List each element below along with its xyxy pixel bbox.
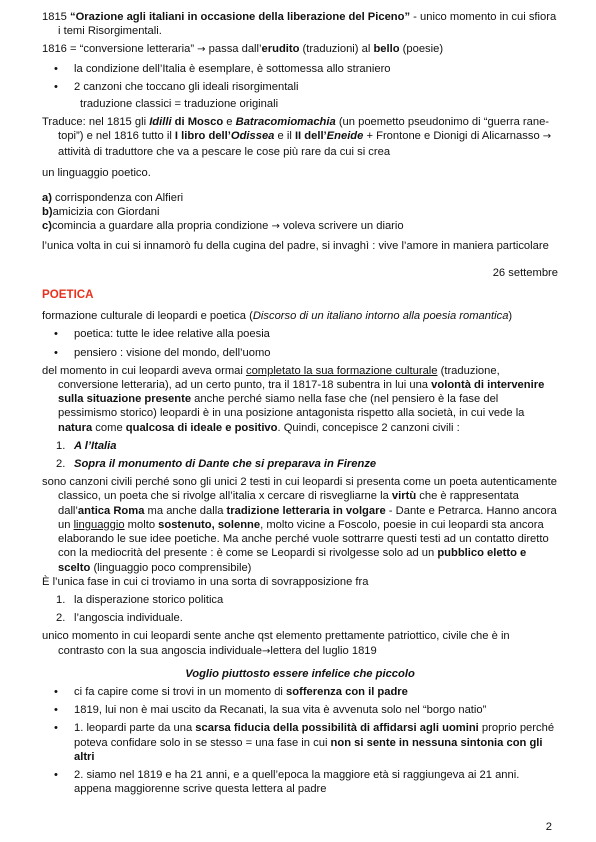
bold-text: volontà di intervenire sulla situazione presente xyxy=(58,379,545,406)
list-item: • 2 canzoni che toccano gli ideali risorgimentali xyxy=(42,80,558,94)
list-item: • pensiero : visione del mondo, dell’uomo xyxy=(42,346,558,360)
text: corrispondenza con Alfieri xyxy=(51,192,184,205)
list-item: • la condizione dell’Italia è esemplare, è sottomessa allo straniero xyxy=(42,62,558,76)
numbered-list-sovrapposizione xyxy=(42,593,558,625)
text: 1. leopardi parte da una xyxy=(74,722,196,735)
text: (un poemetto pseudonimo di “guerra rane-topi”) e nel 1816 tutto il xyxy=(58,116,550,143)
poem-title: Sopra il monumento di Dante che si preparava in Firenze xyxy=(74,458,377,471)
list-number: 1. xyxy=(56,593,66,606)
text: lettera del luglio 1819 xyxy=(270,644,377,657)
text: che è rappresentata dall’ xyxy=(58,490,519,517)
arrow-icon: → xyxy=(542,131,552,143)
bold-term: bello xyxy=(373,43,400,56)
text: amicizia con Giordani xyxy=(52,206,160,219)
date-label: 26 settembre xyxy=(492,266,558,279)
text: molto xyxy=(124,518,159,531)
bold-text: scarsa fiducia della possibilità di affidarsi agli uomini xyxy=(195,722,479,735)
bold-term: erudito xyxy=(261,43,300,56)
list-item-c xyxy=(42,219,558,234)
text: 1816 = “conversione letteraria” xyxy=(42,43,198,56)
paragraph-amore: l’unica volta in cui si innamorò fu della cugina del padre, si invaghì : vive l’amore in maniera particolare xyxy=(42,239,549,252)
paragraph-formazione xyxy=(42,309,558,323)
text: ci fa capire come si trovi in un momento di xyxy=(74,685,287,698)
arrow-icon: → xyxy=(262,645,271,657)
bullet-list-poetica xyxy=(42,327,558,359)
list-item: • poetica: tutte le idee relative alla poesia xyxy=(42,327,558,341)
list-item-b xyxy=(42,205,558,219)
subtitle: Voglio piuttosto essere infelice che piccolo xyxy=(185,667,415,680)
section-heading: POETICA xyxy=(42,288,94,302)
bold-italic-title: Odissea xyxy=(230,130,275,143)
bold-text: pubblico eletto e scelto xyxy=(58,547,527,574)
text: ma anche dalla xyxy=(144,504,227,517)
bold-italic-title: Idilli xyxy=(149,116,172,129)
text: (linguaggio poco comprensibile) xyxy=(90,561,252,574)
lettered-list xyxy=(42,191,558,235)
underlined-text: completato la sua formazione culturale xyxy=(245,364,438,377)
list-item xyxy=(42,721,558,764)
text: + Frontone e Dionigi di Alicarnasso xyxy=(363,130,543,143)
list-marker: a) xyxy=(42,192,52,205)
list-marker: b) xyxy=(42,206,53,219)
list-item xyxy=(42,611,558,625)
text: unico momento in cui leopardi sente anche qst elemento prettamente patriottico, civile che è in contrasto con la sua angoscia individuale xyxy=(42,630,510,657)
paragraph-traduce xyxy=(42,115,558,159)
text: , molto vicine a Foscolo, poesie in cui leopardi sta ancora elaborando le sue idee poetiche. Ma anche perché vuole sottrarre questi testi ad un contatto diretto con la mediocrità del presente : è come se Leopardi si rivolgesse solo ad un xyxy=(58,518,549,560)
bold-text: natura xyxy=(58,421,93,434)
bold-text: virtù xyxy=(391,490,417,503)
list-item xyxy=(42,439,558,453)
bold-text: antica Roma xyxy=(77,504,145,517)
arrow-icon: → xyxy=(271,221,280,233)
text: attività di traduttore che va a pescare le cose più rare da cui si crea xyxy=(58,145,391,158)
text: voleva scrivere un diario xyxy=(279,220,404,233)
bold-italic-title: Batracomiomachia xyxy=(235,116,336,129)
text: formazione culturale di leopardi e poetica ( xyxy=(42,310,253,323)
text: e xyxy=(223,116,236,129)
text: - Dante e Petrarca. Hanno ancora un xyxy=(58,504,557,531)
bold-text: sofferenza con il padre xyxy=(286,685,408,698)
list-number: 1. xyxy=(56,439,66,452)
text: ) xyxy=(508,310,513,323)
list-item: • 1819, lui non è mai uscito da Recanati, la sua vita è avvenuta solo nel “borgo natio” xyxy=(42,703,558,717)
text: del momento in cui leopardi aveva ormai xyxy=(42,364,246,377)
text: 1815 xyxy=(42,11,70,23)
text: proprio perché poteva confidare solo in se stesso = una fase in cui xyxy=(74,722,555,749)
text: (poesie) xyxy=(399,43,444,56)
poem-title: A l’Italia xyxy=(74,439,117,452)
list-item xyxy=(42,685,558,699)
underlined-text: linguaggio xyxy=(73,518,125,531)
paragraph-orazione xyxy=(42,10,558,38)
bold-text: non si sente in nessuna sintonia con gli altri xyxy=(74,736,543,763)
italic-title: Discorso di un italiano intorno alla poesia romantica xyxy=(252,310,509,323)
indented-note: traduzione classici = traduzione originali xyxy=(80,98,279,111)
bold-text: qualcosa di ideale e positivo xyxy=(125,421,278,434)
text: e il xyxy=(274,130,295,143)
text: come xyxy=(92,421,126,434)
text: comincia a guardare alla propria condizione xyxy=(51,220,272,233)
text: sono canzoni civili perché sono gli unici 2 testi in cui leopardi si presenta come un poeta autenticamente classico, un poeta che si rivolge all’italia x cercare di risvegliarne la xyxy=(42,476,557,503)
arrow-icon: → xyxy=(197,44,206,56)
paragraph-sovrapposizione: È l’unica fase in cui ci troviamo in una sorta di sovrapposizione fra xyxy=(42,575,369,588)
list-number: 2. xyxy=(56,612,66,625)
paragraph-momento xyxy=(42,364,558,435)
text: la disperazione storico politica xyxy=(74,593,224,606)
list-item-a xyxy=(42,191,558,205)
numbered-list-canzoni xyxy=(42,439,558,471)
text: anche perché siamo nella fase che (nel pensiero è la fase del pessimismo storico) leopardi è in una posizione antagonista rispetto alla società, in cui vede la xyxy=(58,393,525,420)
bold-title: “Orazione agli italiani in occasione della liberazione del Piceno” xyxy=(70,11,411,23)
list-number: 2. xyxy=(56,458,66,471)
text: (traduzioni) al xyxy=(299,43,374,56)
bold-text: I libro dell’ xyxy=(174,130,231,143)
text: (traduzione, conversione letteraria), ad un certo punto, tra il 1817-18 subentra in lui una xyxy=(58,364,500,392)
paragraph-linguaggio: un linguaggio poetico. xyxy=(42,166,151,179)
document-page xyxy=(42,10,558,796)
paragraph-conversione xyxy=(42,42,558,57)
list-item xyxy=(42,593,558,607)
list-item xyxy=(42,457,558,471)
bold-text: sostenuto, solenne xyxy=(158,518,261,531)
bold-text: tradizione letteraria in volgare xyxy=(226,504,386,517)
list-item: • 2. siamo nel 1819 e ha 21 anni, e a quell’epoca la maggiore età si raggiungeva ai 21 anni. appena maggiorenne scrive questa lettera al padre xyxy=(42,768,558,796)
bold-text: II dell’ xyxy=(294,130,327,143)
text: . Quindi, concepisce 2 canzoni civili : xyxy=(277,421,460,434)
page-number: 2 xyxy=(545,820,552,833)
text: l’angoscia individuale. xyxy=(74,612,183,625)
text: - unico momento in cui sfiora i temi Risorgimentali. xyxy=(58,11,557,38)
list-marker: c) xyxy=(42,220,52,233)
bold-text: di Mosco xyxy=(171,116,224,129)
bullet-list-risorgimento xyxy=(42,62,558,94)
text: Traduce: nel 1815 gli xyxy=(42,116,150,129)
paragraph-patriottico xyxy=(42,629,558,658)
paragraph-canzoni-civili xyxy=(42,475,558,574)
bold-italic-title: Eneide xyxy=(326,130,364,143)
text: passa dall’ xyxy=(205,43,262,56)
bullet-list-lettera xyxy=(42,685,558,796)
